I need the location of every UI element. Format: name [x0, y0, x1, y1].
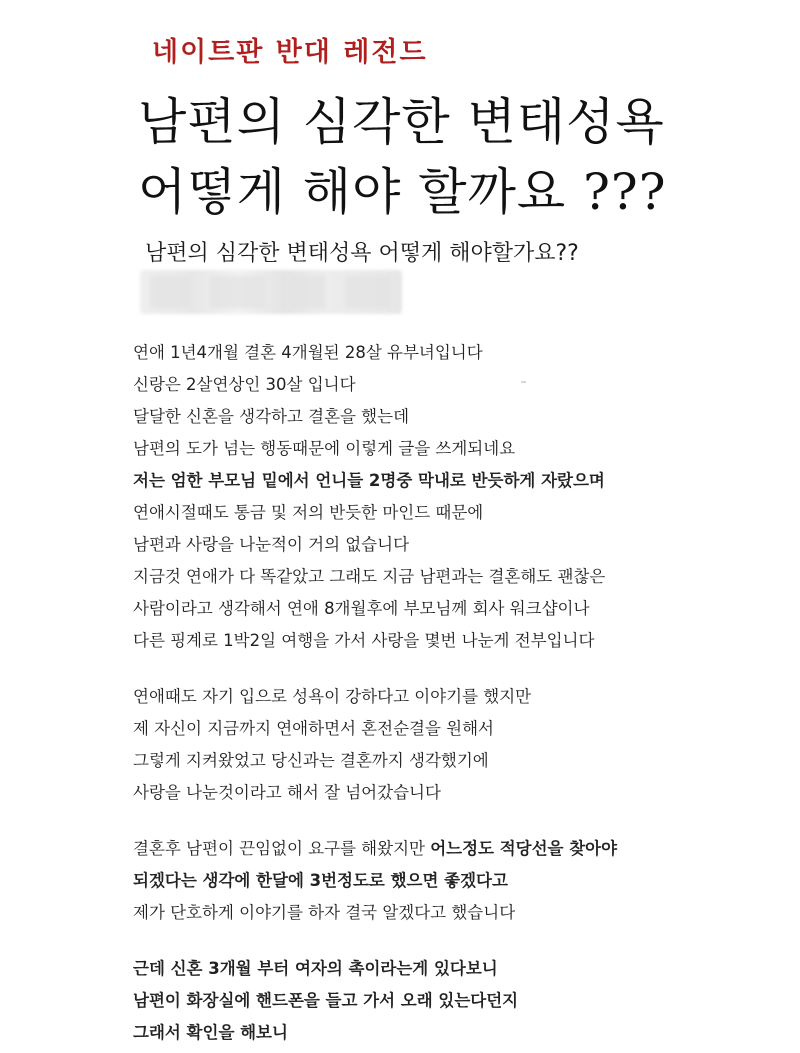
body-line: 다른 핑계로 1박2일 여행을 가서 사랑을 몇번 나눈게 전부입니다	[133, 631, 595, 650]
body-line-segment: 결혼후 남편이 끈임없이 요구를 해왔지만	[133, 839, 431, 858]
blurred-author-info	[140, 270, 402, 314]
body-line: 제가 단호하게 이야기를 하자 결국 알겠다고 했습니다	[133, 903, 516, 922]
headline-line-2: 어떻게 해야 할까요 ???	[138, 163, 667, 221]
body-line: 연애때도 자기 입으로 성욕이 강하다고 이야기를 했지만	[133, 687, 532, 706]
headline-line-1: 남편의 심각한 변태성욕	[138, 93, 665, 151]
body-line: 연애시절때도 통금 및 저의 반듯한 마인드 때문에	[133, 503, 484, 522]
body-line	[133, 839, 617, 859]
body-line: 제 자신이 지금까지 연애하면서 혼전순결을 원해서	[133, 719, 494, 738]
body-line: 신랑은 2살연상인 30살 입니다	[133, 375, 356, 394]
body-line: 되겠다는 생각에 한달에 3번정도로 했으면 좋겠다고	[133, 871, 508, 890]
tag-label: 네이트판 반대 레전드	[152, 37, 428, 68]
body-line: 저는 엄한 부모님 밑에서 언니들 2명중 막내로 반듯하게 자랐으며	[133, 471, 605, 490]
body-line-segment-bold: 어느정도 적당선을 찾아야	[430, 839, 618, 858]
body-line: 남편과 사랑을 나눈적이 거의 없습니다	[133, 535, 410, 554]
body-line: 근데 신혼 3개월 부터 여자의 촉이라는게 있다보니	[133, 959, 498, 978]
body-line: 사람이라고 생각해서 연애 8개월후에 부모님께 회사 워크샵이나	[133, 599, 590, 618]
post-title: 남편의 심각한 변태성욕 어떻게 해야할가요??	[145, 241, 579, 266]
body-line: 그래서 확인을 해보니	[133, 1023, 288, 1042]
body-line: 달달한 신혼을 생각하고 결혼을 했는데	[133, 407, 410, 426]
body-line: 그렇게 지켜왔었고 당신과는 결혼까지 생각했기에	[133, 751, 489, 770]
body-line: 남편이 화장실에 핸드폰을 들고 가서 오래 있는다던지	[133, 991, 519, 1010]
body-line: 사랑을 나눈것이라고 해서 잘 넘어갔습니다	[133, 783, 441, 802]
body-line: 연애 1년4개월 결혼 4개월된 28살 유부녀입니다	[133, 343, 483, 362]
stray-dot	[521, 381, 526, 383]
body-line: 남편의 도가 넘는 행동때문에 이렇게 글을 쓰게되네요	[133, 439, 516, 458]
body-line: 지금것 연애가 다 똑같았고 그래도 지금 남편과는 결혼해도 괜찮은	[133, 567, 606, 586]
